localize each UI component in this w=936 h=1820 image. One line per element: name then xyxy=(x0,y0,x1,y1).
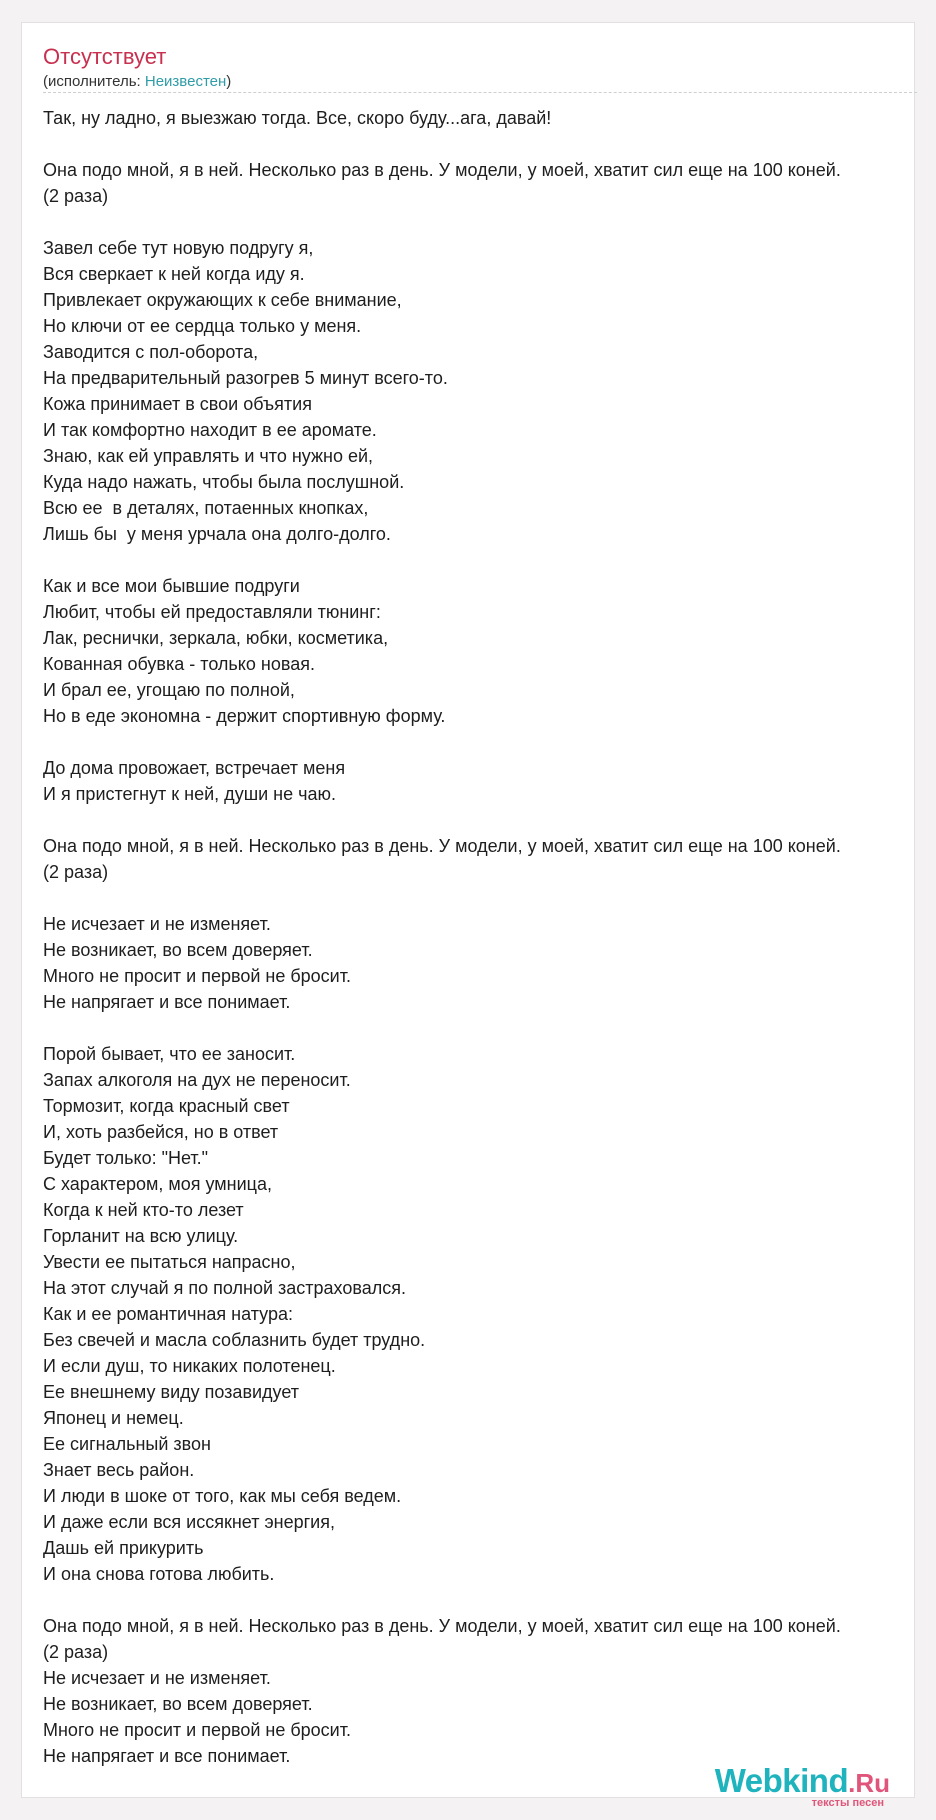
lyric-line: (2 раза) xyxy=(43,862,109,882)
lyric-blank-line xyxy=(43,547,923,573)
lyric-line: Лишь бы у меня урчала она долго-долго. xyxy=(43,524,391,544)
lyric-line: Куда надо нажать, чтобы была послушной. xyxy=(43,472,405,492)
lyric-blank-line xyxy=(43,885,923,911)
lyric-line: И если душ, то никаких полотенец. xyxy=(43,1356,336,1376)
lyric-line: И она снова готова любить. xyxy=(43,1564,275,1584)
lyric-line: Не напрягает и все понимает. xyxy=(43,992,291,1012)
lyric-line: И так комфортно находит в ее аромате. xyxy=(43,420,377,440)
logo-tld: .Ru xyxy=(848,1768,890,1798)
lyric-line: Запах алкоголя на дух не переносит. xyxy=(43,1070,351,1090)
artist-byline xyxy=(43,73,231,91)
lyric-line: И даже если вся иссякнет энергия, xyxy=(43,1512,335,1532)
lyric-line: На предварительный разогрев 5 минут всего-то. xyxy=(43,368,448,388)
lyric-line: Много не просит и первой не бросит. xyxy=(43,1720,351,1740)
lyric-line: Она подо мной, я в ней. Несколько раз в день. У модели, у моей, хватит сил еще на 100 коней. xyxy=(43,160,841,180)
lyric-line: Ее внешнему виду позавидует xyxy=(43,1382,300,1402)
lyric-line: И люди в шоке от того, как мы себя ведем. xyxy=(43,1486,402,1506)
lyric-line: Не исчезает и не изменяет. xyxy=(43,914,271,934)
lyric-line: Знаю, как ей управлять и что нужно ей, xyxy=(43,446,374,466)
lyric-line: Много не просит и первой не бросит. xyxy=(43,966,351,986)
song-title: Отсутствует xyxy=(43,44,167,69)
lyric-line: Ее сигнальный звон xyxy=(43,1434,211,1454)
lyric-line: Вся сверкает к ней когда иду я. xyxy=(43,264,305,284)
lyric-line: Когда к ней кто-то лезет xyxy=(43,1200,244,1220)
lyric-blank-line xyxy=(43,729,923,755)
lyric-line: Японец и немец. xyxy=(43,1408,184,1428)
lyric-line: И брал ее, угощаю по полной, xyxy=(43,680,295,700)
lyric-line: Дашь ей прикурить xyxy=(43,1538,204,1558)
lyric-line: С характером, моя умница, xyxy=(43,1174,272,1194)
lyric-line: Будет только: "Нет." xyxy=(43,1148,209,1168)
logo-tagline: тексты песен xyxy=(811,1797,884,1809)
lyric-blank-line xyxy=(43,209,923,235)
lyric-line: И я пристегнут к ней, души не чаю. xyxy=(43,784,337,804)
lyric-line: Любит, чтобы ей предоставляли тюнинг: xyxy=(43,602,381,622)
artist-link[interactable]: Неизвестен xyxy=(144,73,227,90)
site-logo[interactable] xyxy=(714,1762,890,1809)
lyric-line: Без свечей и масла соблазнить будет трудно. xyxy=(43,1330,426,1350)
header-divider xyxy=(43,92,917,93)
lyric-blank-line xyxy=(43,131,923,157)
lyric-line: Не возникает, во всем доверяет. xyxy=(43,1694,313,1714)
lyric-line: Кожа принимает в свои объятия xyxy=(43,394,312,414)
lyric-line: Знает весь район. xyxy=(43,1460,195,1480)
lyrics-text xyxy=(43,105,923,1769)
lyric-line: До дома провожает, встречает меня xyxy=(43,758,346,778)
lyric-line: Не возникает, во всем доверяет. xyxy=(43,940,313,960)
lyric-line: Порой бывает, что ее заносит. xyxy=(43,1044,296,1064)
lyric-line: Заводится с пол-оборота, xyxy=(43,342,259,362)
lyric-line: Кованная обувка - только новая. xyxy=(43,654,315,674)
lyric-line: Не напрягает и все понимает. xyxy=(43,1746,291,1766)
lyric-line: (2 раза) xyxy=(43,186,109,206)
lyric-line: Не исчезает и не изменяет. xyxy=(43,1668,271,1688)
lyric-line: Но в еде экономна - держит спортивную форму. xyxy=(43,706,446,726)
logo-wordmark: Webkind xyxy=(714,1762,849,1799)
artist-prefix: (исполнитель: xyxy=(43,73,145,90)
lyric-line: Горланит на всю улицу. xyxy=(43,1226,239,1246)
lyric-line: Завел себе тут новую подругу я, xyxy=(43,238,314,258)
lyric-line: Она подо мной, я в ней. Несколько раз в день. У модели, у моей, хватит сил еще на 100 коней. xyxy=(43,836,841,856)
lyric-line: Увести ее пытаться напрасно, xyxy=(43,1252,296,1272)
lyric-line: Как и ее романтичная натура: xyxy=(43,1304,293,1324)
lyric-line: Она подо мной, я в ней. Несколько раз в день. У модели, у моей, хватит сил еще на 100 коней. xyxy=(43,1616,841,1636)
lyric-line: Тормозит, когда красный свет xyxy=(43,1096,290,1116)
artist-suffix: ) xyxy=(226,73,232,90)
lyric-line: На этот случай я по полной застраховался. xyxy=(43,1278,406,1298)
lyric-line: Как и все мои бывшие подруги xyxy=(43,576,300,596)
lyric-line: Так, ну ладно, я выезжаю тогда. Все, скоро буду...ага, давай! xyxy=(43,108,552,128)
lyrics-card xyxy=(21,22,915,1809)
lyric-blank-line xyxy=(43,1015,923,1041)
lyric-blank-line xyxy=(43,1587,923,1613)
lyric-line: (2 раза) xyxy=(43,1642,109,1662)
lyric-blank-line xyxy=(43,807,923,833)
lyric-line: Всю ее в деталях, потаенных кнопках, xyxy=(43,498,369,518)
lyric-line: И, хоть разбейся, но в ответ xyxy=(43,1122,279,1142)
lyric-line: Но ключи от ее сердца только у меня. xyxy=(43,316,362,336)
lyric-line: Привлекает окружающих к себе внимание, xyxy=(43,290,402,310)
lyric-line: Лак, реснички, зеркала, юбки, косметика, xyxy=(43,628,389,648)
